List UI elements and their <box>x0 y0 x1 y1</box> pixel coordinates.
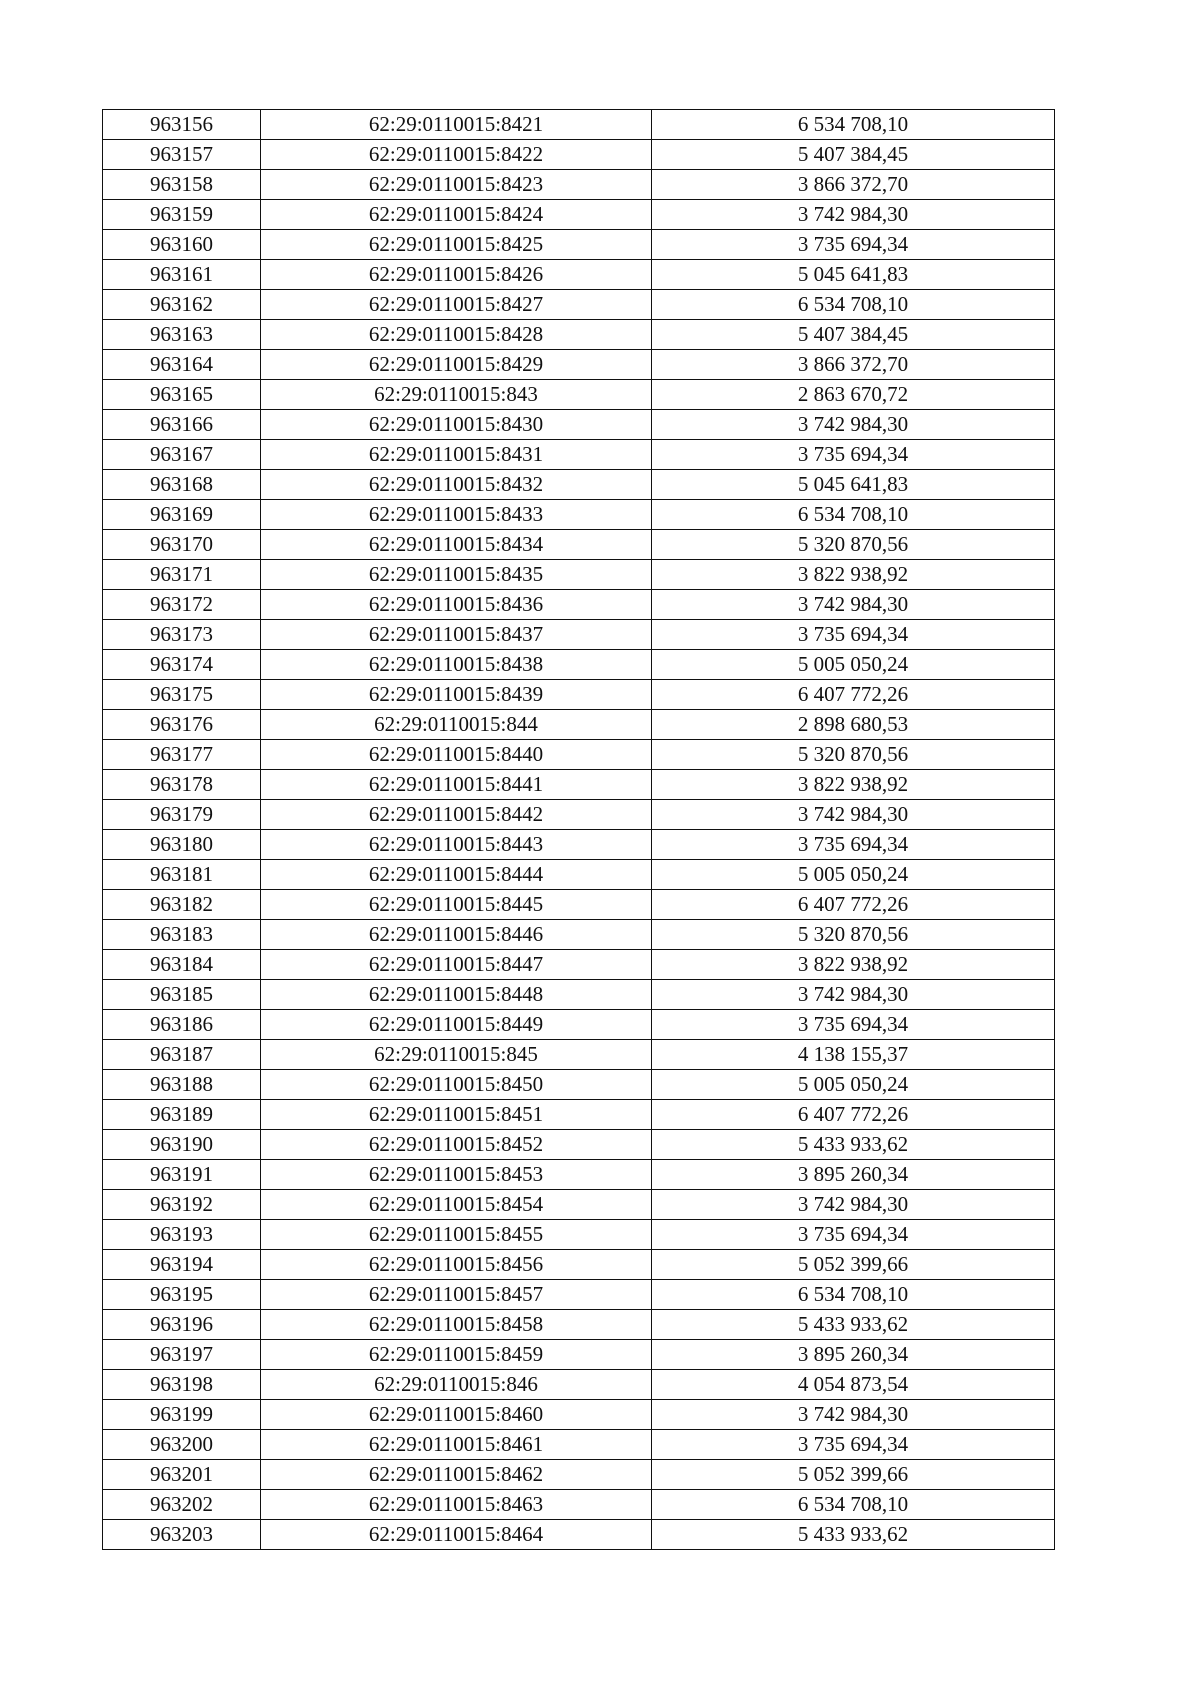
cadastral-number-cell: 62:29:0110015:8430 <box>261 410 652 440</box>
cadastral-number-cell: 62:29:0110015:8428 <box>261 320 652 350</box>
row-number-cell: 963170 <box>103 530 261 560</box>
row-number-cell: 963171 <box>103 560 261 590</box>
row-number-cell: 963179 <box>103 800 261 830</box>
cadastral-number-cell: 62:29:0110015:8463 <box>261 1490 652 1520</box>
table-row <box>103 1250 1055 1280</box>
table-row <box>103 740 1055 770</box>
table-row <box>103 800 1055 830</box>
table-row <box>103 980 1055 1010</box>
row-number-cell: 963165 <box>103 380 261 410</box>
row-number-cell: 963159 <box>103 200 261 230</box>
cadastral-value-cell: 2 863 670,72 <box>652 380 1055 410</box>
table-row <box>103 440 1055 470</box>
table-row <box>103 170 1055 200</box>
row-number-cell: 963157 <box>103 140 261 170</box>
table-row <box>103 1430 1055 1460</box>
cadastral-number-cell: 62:29:0110015:8445 <box>261 890 652 920</box>
cadastral-number-cell: 62:29:0110015:845 <box>261 1040 652 1070</box>
table-body <box>103 110 1055 1550</box>
cadastral-value-cell: 3 735 694,34 <box>652 1010 1055 1040</box>
cadastral-number-cell: 62:29:0110015:844 <box>261 710 652 740</box>
cadastral-number-cell: 62:29:0110015:8442 <box>261 800 652 830</box>
cadastral-number-cell: 62:29:0110015:8454 <box>261 1190 652 1220</box>
row-number-cell: 963166 <box>103 410 261 440</box>
row-number-cell: 963198 <box>103 1370 261 1400</box>
cadastral-number-cell: 62:29:0110015:8426 <box>261 260 652 290</box>
table-row <box>103 290 1055 320</box>
cadastral-number-cell: 62:29:0110015:8431 <box>261 440 652 470</box>
table-row <box>103 1010 1055 1040</box>
row-number-cell: 963174 <box>103 650 261 680</box>
table-row <box>103 140 1055 170</box>
cadastral-number-cell: 62:29:0110015:8448 <box>261 980 652 1010</box>
cadastral-value-cell: 3 895 260,34 <box>652 1160 1055 1190</box>
cadastral-value-cell: 3 822 938,92 <box>652 770 1055 800</box>
cadastral-value-cell: 3 735 694,34 <box>652 1220 1055 1250</box>
row-number-cell: 963175 <box>103 680 261 710</box>
cadastral-number-cell: 62:29:0110015:8452 <box>261 1130 652 1160</box>
cadastral-number-cell: 62:29:0110015:8458 <box>261 1310 652 1340</box>
cadastral-value-cell: 6 534 708,10 <box>652 1280 1055 1310</box>
cadastral-number-cell: 62:29:0110015:8429 <box>261 350 652 380</box>
cadastral-value-cell: 3 822 938,92 <box>652 950 1055 980</box>
cadastral-number-cell: 62:29:0110015:8441 <box>261 770 652 800</box>
cadastral-number-cell: 62:29:0110015:8464 <box>261 1520 652 1550</box>
table-row <box>103 320 1055 350</box>
table-row <box>103 890 1055 920</box>
cadastral-value-cell: 5 407 384,45 <box>652 140 1055 170</box>
table-row <box>103 200 1055 230</box>
row-number-cell: 963189 <box>103 1100 261 1130</box>
row-number-cell: 963184 <box>103 950 261 980</box>
table-row <box>103 470 1055 500</box>
table-row <box>103 410 1055 440</box>
row-number-cell: 963200 <box>103 1430 261 1460</box>
row-number-cell: 963201 <box>103 1460 261 1490</box>
cadastral-value-cell: 4 138 155,37 <box>652 1040 1055 1070</box>
cadastral-number-cell: 62:29:0110015:8456 <box>261 1250 652 1280</box>
table-row <box>103 680 1055 710</box>
cadastral-number-cell: 62:29:0110015:8462 <box>261 1460 652 1490</box>
cadastral-number-cell: 62:29:0110015:8449 <box>261 1010 652 1040</box>
cadastral-number-cell: 62:29:0110015:8455 <box>261 1220 652 1250</box>
table-row <box>103 620 1055 650</box>
table-row <box>103 1100 1055 1130</box>
cadastral-number-cell: 62:29:0110015:8434 <box>261 530 652 560</box>
cadastral-number-cell: 62:29:0110015:8435 <box>261 560 652 590</box>
row-number-cell: 963169 <box>103 500 261 530</box>
row-number-cell: 963176 <box>103 710 261 740</box>
row-number-cell: 963168 <box>103 470 261 500</box>
cadastral-number-cell: 62:29:0110015:8459 <box>261 1340 652 1370</box>
row-number-cell: 963195 <box>103 1280 261 1310</box>
row-number-cell: 963194 <box>103 1250 261 1280</box>
cadastral-number-cell: 62:29:0110015:8461 <box>261 1430 652 1460</box>
table-row <box>103 230 1055 260</box>
row-number-cell: 963192 <box>103 1190 261 1220</box>
table-row <box>103 710 1055 740</box>
cadastral-value-cell: 5 045 641,83 <box>652 260 1055 290</box>
table-row <box>103 110 1055 140</box>
table-row <box>103 1490 1055 1520</box>
row-number-cell: 963158 <box>103 170 261 200</box>
cadastral-number-cell: 62:29:0110015:8439 <box>261 680 652 710</box>
cadastral-value-cell: 3 735 694,34 <box>652 620 1055 650</box>
table-row <box>103 830 1055 860</box>
cadastral-number-cell: 62:29:0110015:8425 <box>261 230 652 260</box>
row-number-cell: 963161 <box>103 260 261 290</box>
table-row <box>103 560 1055 590</box>
row-number-cell: 963190 <box>103 1130 261 1160</box>
cadastral-value-cell: 6 407 772,26 <box>652 1100 1055 1130</box>
row-number-cell: 963197 <box>103 1340 261 1370</box>
table-row <box>103 1280 1055 1310</box>
cadastral-value-cell: 4 054 873,54 <box>652 1370 1055 1400</box>
table-row <box>103 1160 1055 1190</box>
cadastral-number-cell: 62:29:0110015:8451 <box>261 1100 652 1130</box>
cadastral-number-cell: 62:29:0110015:8422 <box>261 140 652 170</box>
row-number-cell: 963188 <box>103 1070 261 1100</box>
row-number-cell: 963164 <box>103 350 261 380</box>
table-row <box>103 1130 1055 1160</box>
cadastral-number-cell: 62:29:0110015:8453 <box>261 1160 652 1190</box>
cadastral-value-cell: 6 407 772,26 <box>652 890 1055 920</box>
table-row <box>103 860 1055 890</box>
cadastral-number-cell: 62:29:0110015:8450 <box>261 1070 652 1100</box>
cadastral-value-cell: 6 534 708,10 <box>652 500 1055 530</box>
cadastral-value-cell: 3 742 984,30 <box>652 1190 1055 1220</box>
row-number-cell: 963178 <box>103 770 261 800</box>
cadastral-number-cell: 62:29:0110015:8447 <box>261 950 652 980</box>
cadastral-number-cell: 62:29:0110015:8443 <box>261 830 652 860</box>
cadastral-value-cell: 5 005 050,24 <box>652 650 1055 680</box>
cadastral-value-cell: 5 052 399,66 <box>652 1250 1055 1280</box>
table-row <box>103 650 1055 680</box>
table-row <box>103 350 1055 380</box>
table-row <box>103 1220 1055 1250</box>
row-number-cell: 963181 <box>103 860 261 890</box>
cadastral-value-cell: 5 320 870,56 <box>652 740 1055 770</box>
row-number-cell: 963180 <box>103 830 261 860</box>
table-row <box>103 770 1055 800</box>
row-number-cell: 963186 <box>103 1010 261 1040</box>
table-row <box>103 1340 1055 1370</box>
row-number-cell: 963191 <box>103 1160 261 1190</box>
cadastral-number-cell: 62:29:0110015:8438 <box>261 650 652 680</box>
row-number-cell: 963202 <box>103 1490 261 1520</box>
row-number-cell: 963177 <box>103 740 261 770</box>
cadastral-value-cell: 6 534 708,10 <box>652 290 1055 320</box>
row-number-cell: 963187 <box>103 1040 261 1070</box>
cadastral-number-cell: 62:29:0110015:8444 <box>261 860 652 890</box>
row-number-cell: 963156 <box>103 110 261 140</box>
cadastral-value-cell: 5 052 399,66 <box>652 1460 1055 1490</box>
cadastral-number-cell: 62:29:0110015:843 <box>261 380 652 410</box>
row-number-cell: 963185 <box>103 980 261 1010</box>
cadastral-number-cell: 62:29:0110015:8460 <box>261 1400 652 1430</box>
cadastral-value-cell: 3 866 372,70 <box>652 350 1055 380</box>
cadastral-value-cell: 3 735 694,34 <box>652 830 1055 860</box>
row-number-cell: 963196 <box>103 1310 261 1340</box>
cadastral-value-cell: 6 534 708,10 <box>652 1490 1055 1520</box>
cadastral-number-cell: 62:29:0110015:8440 <box>261 740 652 770</box>
cadastral-value-cell: 5 005 050,24 <box>652 1070 1055 1100</box>
row-number-cell: 963182 <box>103 890 261 920</box>
table-row <box>103 500 1055 530</box>
cadastral-value-cell: 2 898 680,53 <box>652 710 1055 740</box>
cadastral-value-cell: 5 433 933,62 <box>652 1310 1055 1340</box>
cadastral-number-cell: 62:29:0110015:846 <box>261 1370 652 1400</box>
cadastral-number-cell: 62:29:0110015:8433 <box>261 500 652 530</box>
table-row <box>103 1460 1055 1490</box>
table-row <box>103 950 1055 980</box>
cadastral-number-cell: 62:29:0110015:8427 <box>261 290 652 320</box>
row-number-cell: 963193 <box>103 1220 261 1250</box>
cadastral-value-cell: 3 742 984,30 <box>652 590 1055 620</box>
table-row <box>103 1520 1055 1550</box>
table-row <box>103 920 1055 950</box>
table-row <box>103 590 1055 620</box>
table-row <box>103 1310 1055 1340</box>
row-number-cell: 963203 <box>103 1520 261 1550</box>
cadastral-number-cell: 62:29:0110015:8432 <box>261 470 652 500</box>
cadastral-value-cell: 3 735 694,34 <box>652 230 1055 260</box>
cadastral-value-cell: 3 895 260,34 <box>652 1340 1055 1370</box>
cadastral-number-cell: 62:29:0110015:8423 <box>261 170 652 200</box>
table-row <box>103 1070 1055 1100</box>
row-number-cell: 963173 <box>103 620 261 650</box>
table-row <box>103 260 1055 290</box>
table-row <box>103 1370 1055 1400</box>
cadastral-value-cell: 5 045 641,83 <box>652 470 1055 500</box>
cadastral-value-cell: 6 407 772,26 <box>652 680 1055 710</box>
cadastral-number-cell: 62:29:0110015:8457 <box>261 1280 652 1310</box>
cadastral-value-cell: 5 005 050,24 <box>652 860 1055 890</box>
cadastral-value-table <box>102 109 1055 1550</box>
cadastral-value-cell: 3 742 984,30 <box>652 200 1055 230</box>
cadastral-value-cell: 5 407 384,45 <box>652 320 1055 350</box>
cadastral-value-cell: 3 866 372,70 <box>652 170 1055 200</box>
cadastral-value-cell: 3 822 938,92 <box>652 560 1055 590</box>
row-number-cell: 963163 <box>103 320 261 350</box>
cadastral-value-cell: 3 742 984,30 <box>652 410 1055 440</box>
cadastral-value-cell: 5 320 870,56 <box>652 920 1055 950</box>
cadastral-value-cell: 6 534 708,10 <box>652 110 1055 140</box>
row-number-cell: 963172 <box>103 590 261 620</box>
table-row <box>103 530 1055 560</box>
cadastral-number-cell: 62:29:0110015:8446 <box>261 920 652 950</box>
cadastral-value-cell: 5 320 870,56 <box>652 530 1055 560</box>
cadastral-number-cell: 62:29:0110015:8421 <box>261 110 652 140</box>
cadastral-number-cell: 62:29:0110015:8424 <box>261 200 652 230</box>
row-number-cell: 963183 <box>103 920 261 950</box>
cadastral-value-cell: 3 735 694,34 <box>652 1430 1055 1460</box>
table-row <box>103 1040 1055 1070</box>
table-row <box>103 1190 1055 1220</box>
row-number-cell: 963162 <box>103 290 261 320</box>
row-number-cell: 963167 <box>103 440 261 470</box>
table-row <box>103 1400 1055 1430</box>
cadastral-value-cell: 3 742 984,30 <box>652 800 1055 830</box>
cadastral-value-cell: 5 433 933,62 <box>652 1130 1055 1160</box>
cadastral-value-cell: 3 735 694,34 <box>652 440 1055 470</box>
cadastral-value-cell: 3 742 984,30 <box>652 1400 1055 1430</box>
row-number-cell: 963160 <box>103 230 261 260</box>
cadastral-value-cell: 5 433 933,62 <box>652 1520 1055 1550</box>
cadastral-number-cell: 62:29:0110015:8436 <box>261 590 652 620</box>
table-row <box>103 380 1055 410</box>
row-number-cell: 963199 <box>103 1400 261 1430</box>
cadastral-number-cell: 62:29:0110015:8437 <box>261 620 652 650</box>
cadastral-value-cell: 3 742 984,30 <box>652 980 1055 1010</box>
